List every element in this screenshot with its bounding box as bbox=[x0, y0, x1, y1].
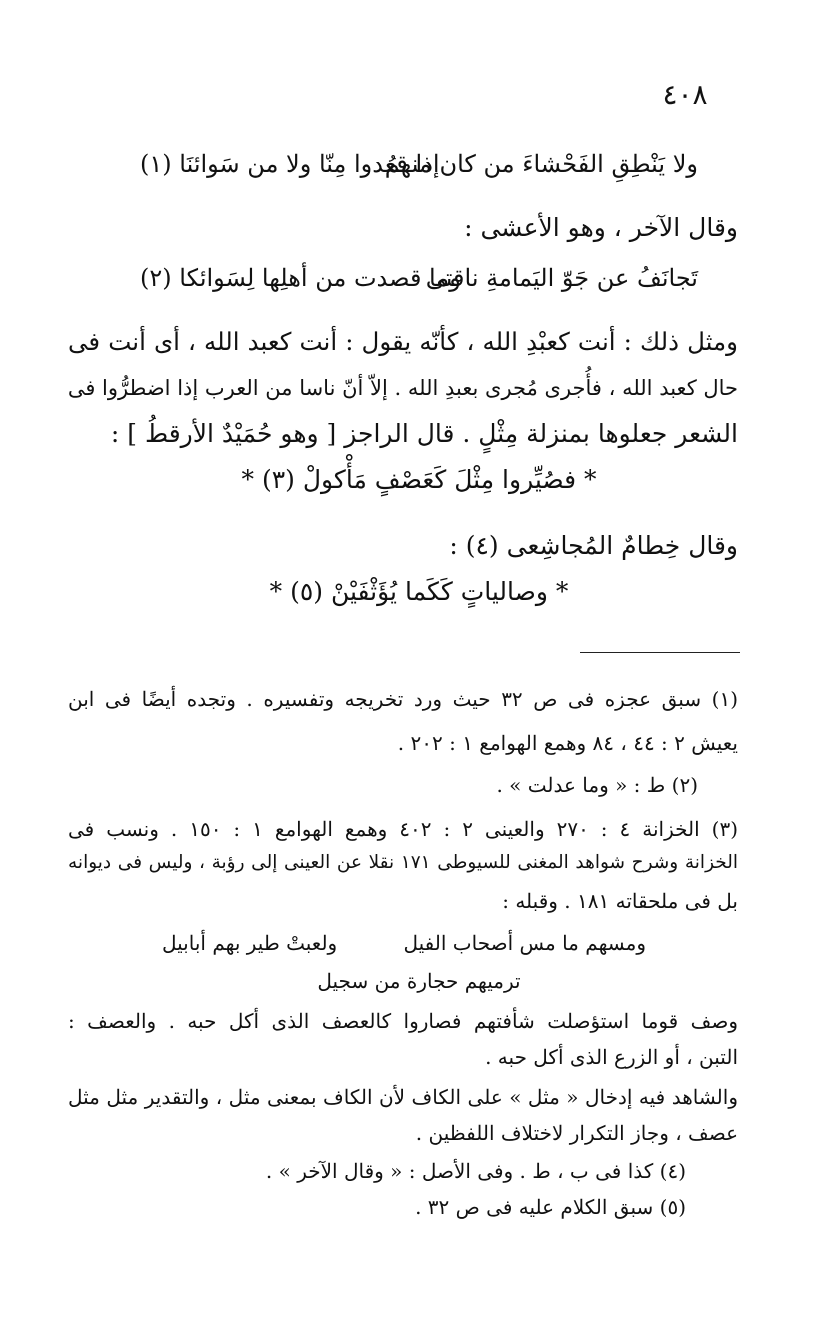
intro-line-asha: وقال الآخر ، وهو الأعشى : bbox=[464, 213, 738, 242]
footnote-3-explanation: التبن ، أو الزرع الذى أكل حبه . bbox=[485, 1045, 738, 1069]
footnote-separator bbox=[580, 652, 740, 653]
footnote-1-line: (١) سبق عجزه فى ص ٣٢ حيث ورد تخريجه وتفسيره . وتجده أيضًا فى ابن bbox=[68, 687, 738, 711]
verse2-first-hemistich: تَجانَفُ عن جَوّ اليَمامةِ ناقتى bbox=[425, 264, 698, 292]
footnote-4: (٤) كذا فى ب ، ط . وفى الأصل : « وقال الآخر » . bbox=[265, 1159, 686, 1183]
footnote-3-line: الخزانة وشرح شواهد المغنى للسيوطى ١٧١ نقلا عن العينى إلى رؤبة ، وليس فى ديوانه bbox=[68, 852, 738, 873]
rajaz-verse-2: * وصالياتٍ كَكَما يُؤَثْفَيْنْ (٥) * bbox=[269, 577, 569, 606]
footnote-3-verse-first: ومسهم ما مس أصحاب الفيل bbox=[403, 931, 646, 955]
footnote-3-verse-second: ولعبتْ طير بهم أبابيل bbox=[162, 931, 338, 955]
footnote-3-verse-third: ترميهم حجارة من سجيل bbox=[317, 969, 521, 993]
intro-line-khitam: وقال خِطامٌ المُجاشِعى (٤) : bbox=[449, 531, 738, 560]
footnote-1-line: يعيش ٢ : ٤٤ ، ٨٤ وهمع الهوامع ١ : ٢٠٢ . bbox=[397, 731, 738, 755]
footnote-5: (٥) سبق الكلام عليه فى ص ٣٢ . bbox=[415, 1195, 686, 1219]
paragraph-line: ومثل ذلك : أنت كعبْدِ الله ، كأنّه يقول : أنت كعبد الله ، أى أنت فى bbox=[68, 327, 738, 356]
verse2-second-hemistich: وما قصدت من أهلِها لِسَوائكا (٢) bbox=[140, 264, 461, 292]
verse1-second-hemistich: إذا قعدوا مِنّا ولا من سَوائنَا (١) bbox=[140, 150, 440, 178]
paragraph-line: الشعر جعلوها بمنزلة مِثْلٍ . قال الراجز [ وهو حُمَيْدٌ الأرقطُ ] : bbox=[110, 419, 738, 448]
footnote-3-shahid: عصف ، وجاز التكرار لاختلاف اللفظين . bbox=[415, 1121, 738, 1145]
footnote-2: (٢) ط : « وما عدلت » . bbox=[496, 773, 698, 797]
paragraph-line: حال كعبد الله ، فأُجرى مُجرى بعبدِ الله . إلاّ أنّ ناسا من العرب إذا اضطرُّوا فى bbox=[67, 376, 738, 400]
footnote-3-line: (٣) الخزانة ٤ : ٢٧٠ والعينى ٢ : ٤٠٢ وهمع الهوامع ١ : ١٥٠ . ونسب فى bbox=[68, 817, 738, 841]
verse1-first-hemistich: ولا يَنْطِقِ الفَحْشاءَ من كان منهمُ bbox=[384, 150, 698, 178]
footnote-3-shahid: والشاهد فيه إدخال « مثل » على الكاف لأن الكاف بمعنى مثل ، والتقدير مثل مثل bbox=[68, 1085, 738, 1109]
footnote-3-explanation: وصف قوما استؤصلت شأفتهم فصاروا كالعصف الذى أكل حبه . والعصف : bbox=[68, 1009, 738, 1033]
page-number: ٤٠٨ bbox=[662, 78, 708, 111]
rajaz-verse-1: * فصُيِّروا مِثْلَ كَعَصْفٍ مَأْكولْ (٣) * bbox=[241, 465, 597, 494]
footnote-3-line: بل فى ملحقاته ١٨١ . وقبله : bbox=[502, 889, 738, 913]
